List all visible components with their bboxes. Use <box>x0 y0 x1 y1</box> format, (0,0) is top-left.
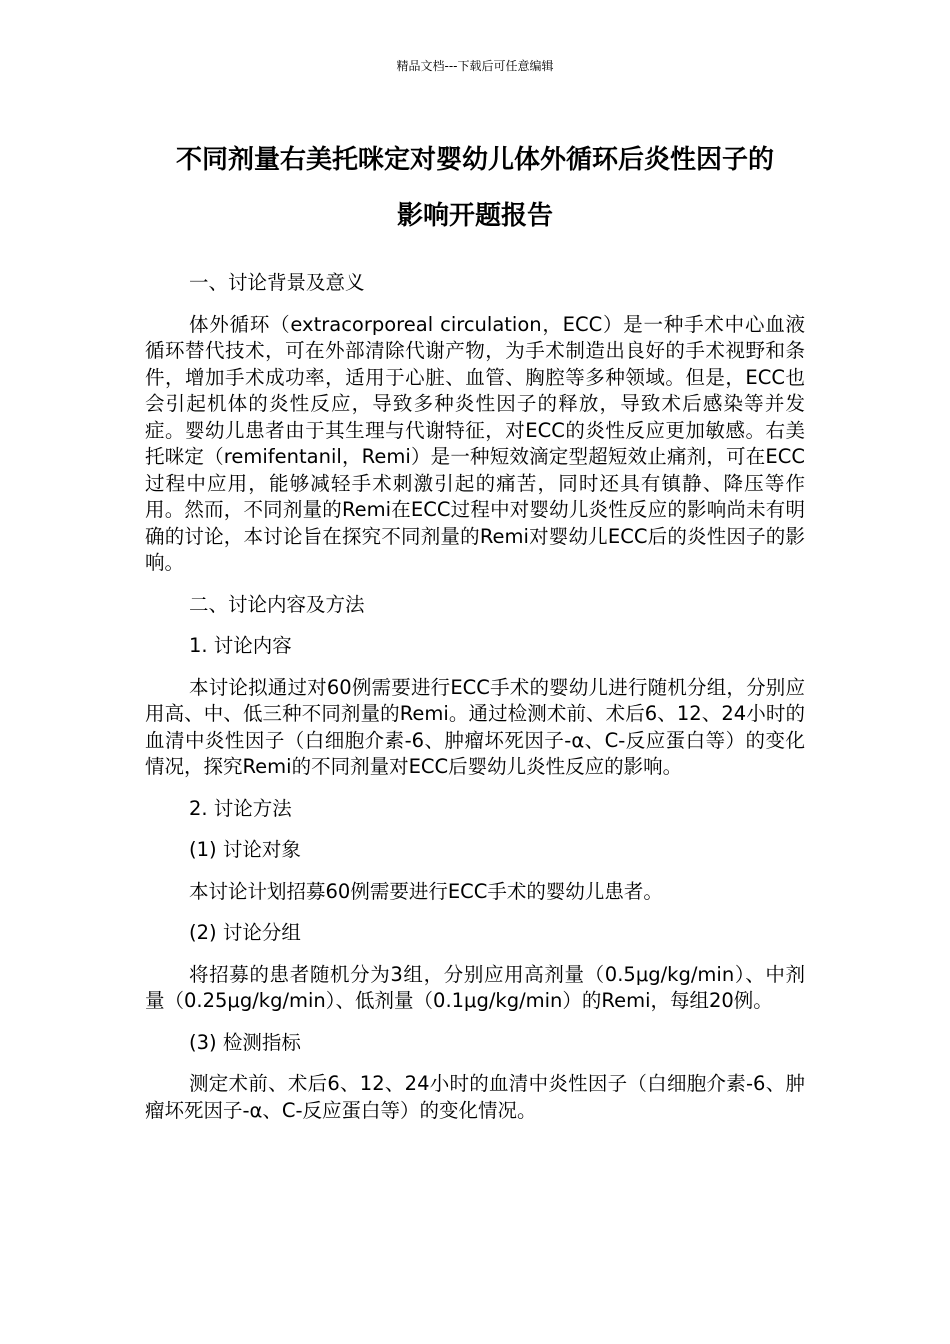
method-grouping-paragraph: 将招募的患者随机分为3组，分别应用高剂量（0.5μg/kg/min）、中剂量（0.25μg/kg/min）、低剂量（0.1μg/kg/min）的Remi，每组20例。 <box>145 962 805 1012</box>
section-2-heading: 二、讨论内容及方法 <box>189 592 365 616</box>
page-header-note: 精品文档---下载后可任意编辑 <box>396 59 554 73</box>
method-indicators-heading: (3) 检测指标 <box>189 1030 301 1054</box>
section-1-paragraph: 体外循环（extracorporeal circulation，ECC）是一种手术中心血液循环替代技术，可在外部清除代谢产物，为手术制造出良好的手术视野和条件，增加手术成功率，适用于心脏、血管、胸腔等多种领域。但是，ECC也会引起机体的炎性反应，导致多种炎性因子的释放，导致术后感染等并发症。婴幼儿患者由于其生理与代谢特征，对ECC的炎性反应更加敏感。右美托咪定（remifentanil，Remi）是一种短效滴定型超短效止痛剂，可在ECC过程中应用，能够减轻手术刺激引起的痛苦，同时还具有镇静、降压等作用。然而，不同剂量的Remi在ECC过程中对婴幼儿炎性反应的影响尚未有明确的讨论，本讨论旨在探究不同剂量的Remi对婴幼儿ECC后的炎性因子的影响。 <box>145 312 805 574</box>
subsection-method-heading: 2. 讨论方法 <box>189 796 292 820</box>
document-title <box>130 132 820 244</box>
subsection-content-paragraph: 本讨论拟通过对60例需要进行ECC手术的婴幼儿进行随机分组，分别应用高、中、低三种不同剂量的Remi。通过检测术前、术后6、12、24小时的血清中炎性因子（白细胞介素-6、肿瘤坏死因子-α、C-反应蛋白等）的变化情况，探究Remi的不同剂量对ECC后婴幼儿炎性反应的影响。 <box>145 675 805 778</box>
subsection-content-heading: 1. 讨论内容 <box>189 634 292 657</box>
method-subjects-paragraph: 本讨论计划招募60例需要进行ECC手术的婴幼儿患者。 <box>189 879 663 903</box>
title-line-1: 不同剂量右美托咪定对婴幼儿体外循环后炎性因子的 <box>175 145 774 175</box>
method-subjects-heading: (1) 讨论对象 <box>189 838 301 861</box>
document-body <box>145 270 805 1124</box>
method-indicators-paragraph: 测定术前、术后6、12、24小时的血清中炎性因子（白细胞介素-6、肿瘤坏死因子-α、C-反应蛋白等）的变化情况。 <box>145 1072 805 1122</box>
section-1-heading: 一、讨论背景及意义 <box>189 271 365 294</box>
method-grouping-heading: (2) 讨论分组 <box>189 921 301 944</box>
title-line-2: 影响开题报告 <box>396 201 553 231</box>
